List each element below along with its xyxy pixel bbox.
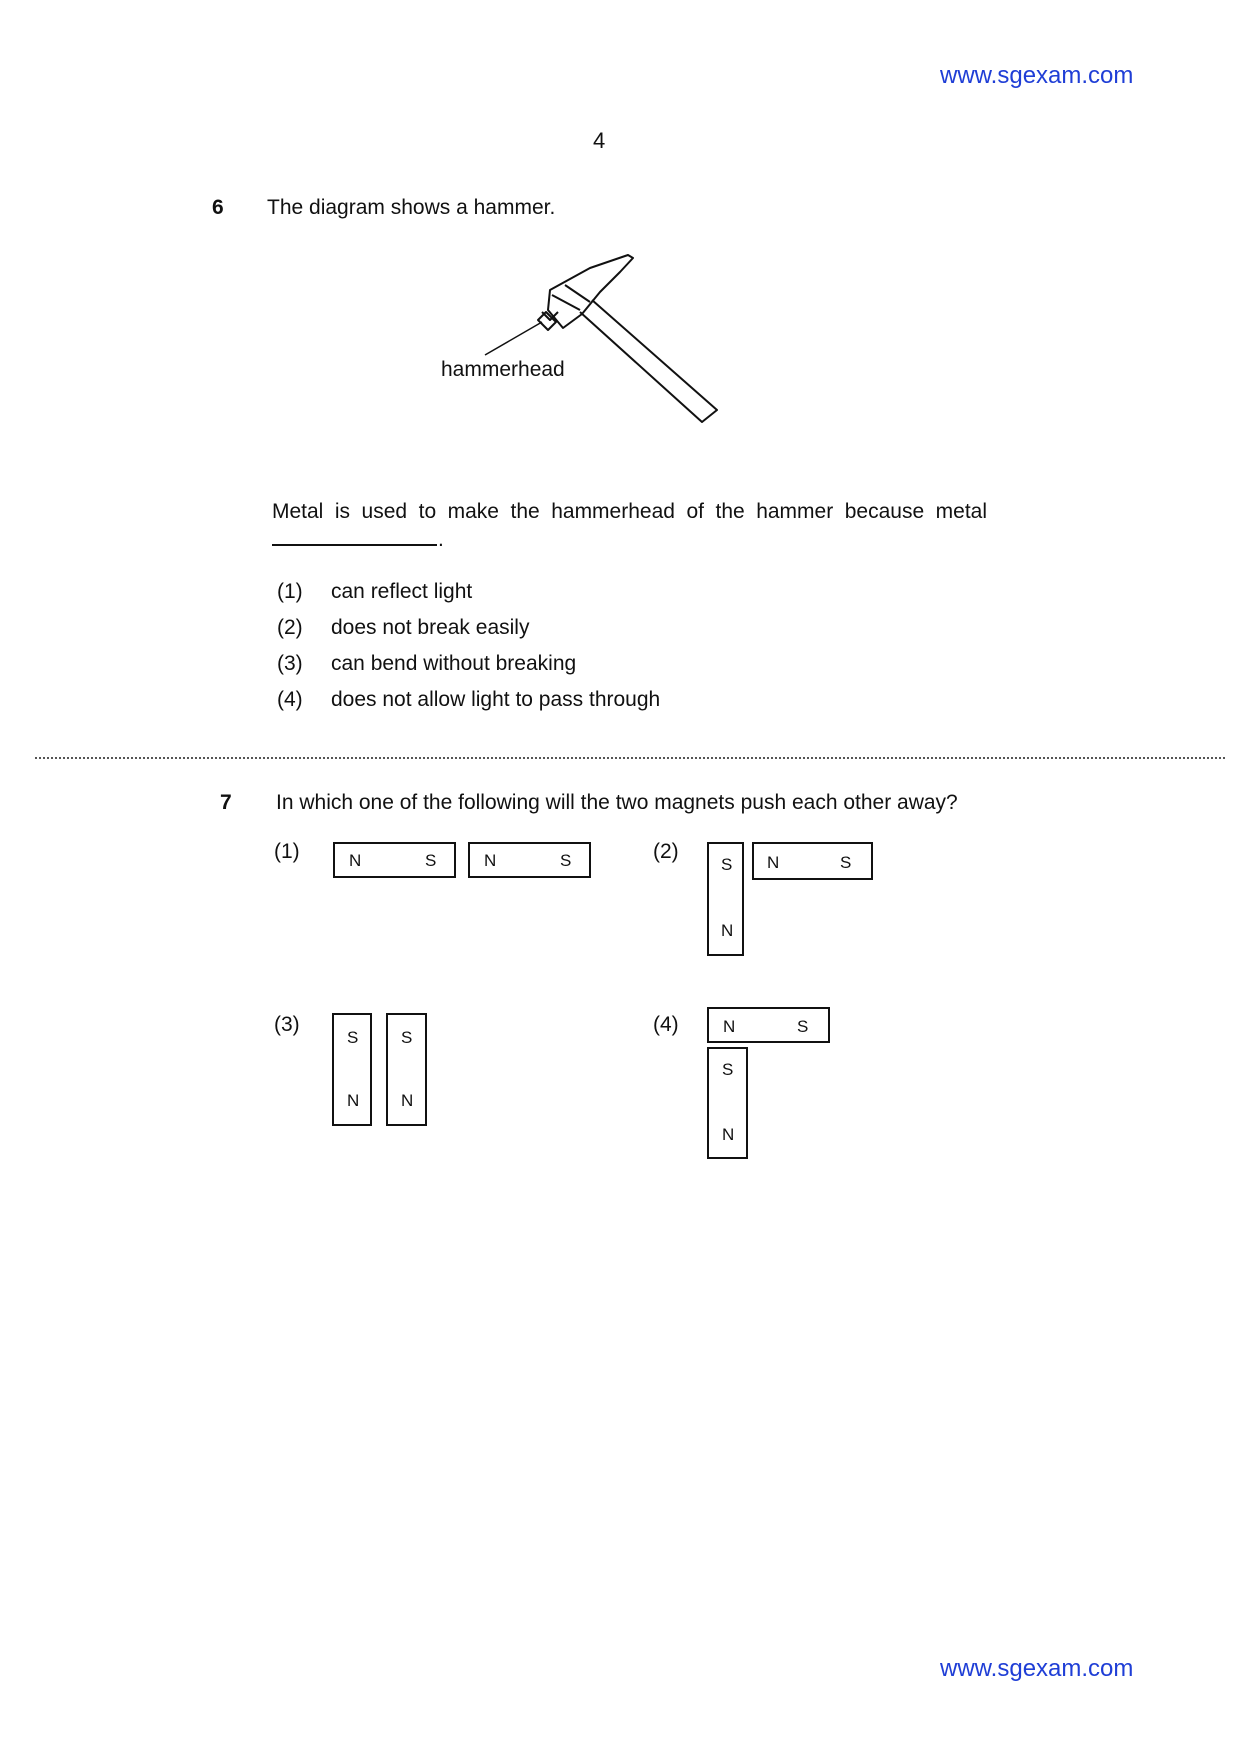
- q7-opt1-magnet-2: [468, 842, 591, 878]
- q7-opt3-magnet-1: [332, 1013, 372, 1126]
- q7-option-2-number: (2): [653, 840, 679, 863]
- hammerhead-label: hammerhead: [441, 358, 565, 381]
- q6-option-4-text: does not allow light to pass through: [331, 688, 661, 711]
- q6-prompt: The diagram shows a hammer.: [267, 196, 556, 219]
- q7-option-1-number: (1): [274, 840, 300, 863]
- pole-label: S: [560, 851, 572, 870]
- pole-label: N: [401, 1091, 414, 1110]
- q6-option-2-number: (2): [277, 616, 303, 639]
- q6-option-1-text: can reflect light: [331, 580, 473, 603]
- q6-stem: Metal is used to make the hammerhead of the hammer because metal: [272, 500, 987, 523]
- pole-label: S: [425, 851, 437, 870]
- pole-label: N: [767, 853, 780, 872]
- q6-option-2-text: does not break easily: [331, 616, 530, 639]
- q7-number: 7: [220, 791, 232, 814]
- pole-label: S: [347, 1028, 359, 1047]
- q7-opt2-magnet-vertical: [707, 842, 744, 956]
- q7-prompt: In which one of the following will the two magnets push each other away?: [276, 791, 958, 814]
- pole-label: S: [721, 855, 733, 874]
- answer-blank-period: .: [438, 528, 444, 551]
- pole-label: S: [401, 1028, 413, 1047]
- q6-option-1-number: (1): [277, 580, 303, 603]
- pole-label: S: [840, 853, 852, 872]
- q6-option-3-text: can bend without breaking: [331, 652, 577, 675]
- q7-option-3-number: (3): [274, 1013, 300, 1036]
- q6-option-4-number: (4): [277, 688, 303, 711]
- answer-blank: [272, 544, 437, 546]
- hammer-diagram: [430, 250, 730, 435]
- question-divider: [35, 757, 1225, 759]
- header-site-link[interactable]: www.sgexam.com: [940, 62, 1134, 89]
- pole-label: N: [723, 1017, 736, 1036]
- pole-label: S: [722, 1060, 734, 1079]
- pole-label: N: [349, 851, 362, 870]
- pole-label: N: [484, 851, 497, 870]
- footer-site-link[interactable]: www.sgexam.com: [940, 1655, 1134, 1682]
- pole-label: S: [797, 1017, 809, 1036]
- q6-number: 6: [212, 196, 224, 219]
- pole-label: N: [722, 1125, 735, 1144]
- q7-opt3-magnet-2: [386, 1013, 427, 1126]
- q7-opt4-magnet-horizontal: [707, 1007, 830, 1043]
- q7-opt2-magnet-horizontal: [752, 842, 873, 880]
- q7-opt1-magnet-1: [333, 842, 456, 878]
- q7-opt4-magnet-vertical: [707, 1047, 748, 1159]
- pole-label: N: [347, 1091, 360, 1110]
- page-number: 4: [593, 128, 606, 153]
- pole-label: N: [721, 921, 734, 940]
- hammer-icon: [430, 250, 730, 435]
- q6-option-3-number: (3): [277, 652, 303, 675]
- q7-option-4-number: (4): [653, 1013, 679, 1036]
